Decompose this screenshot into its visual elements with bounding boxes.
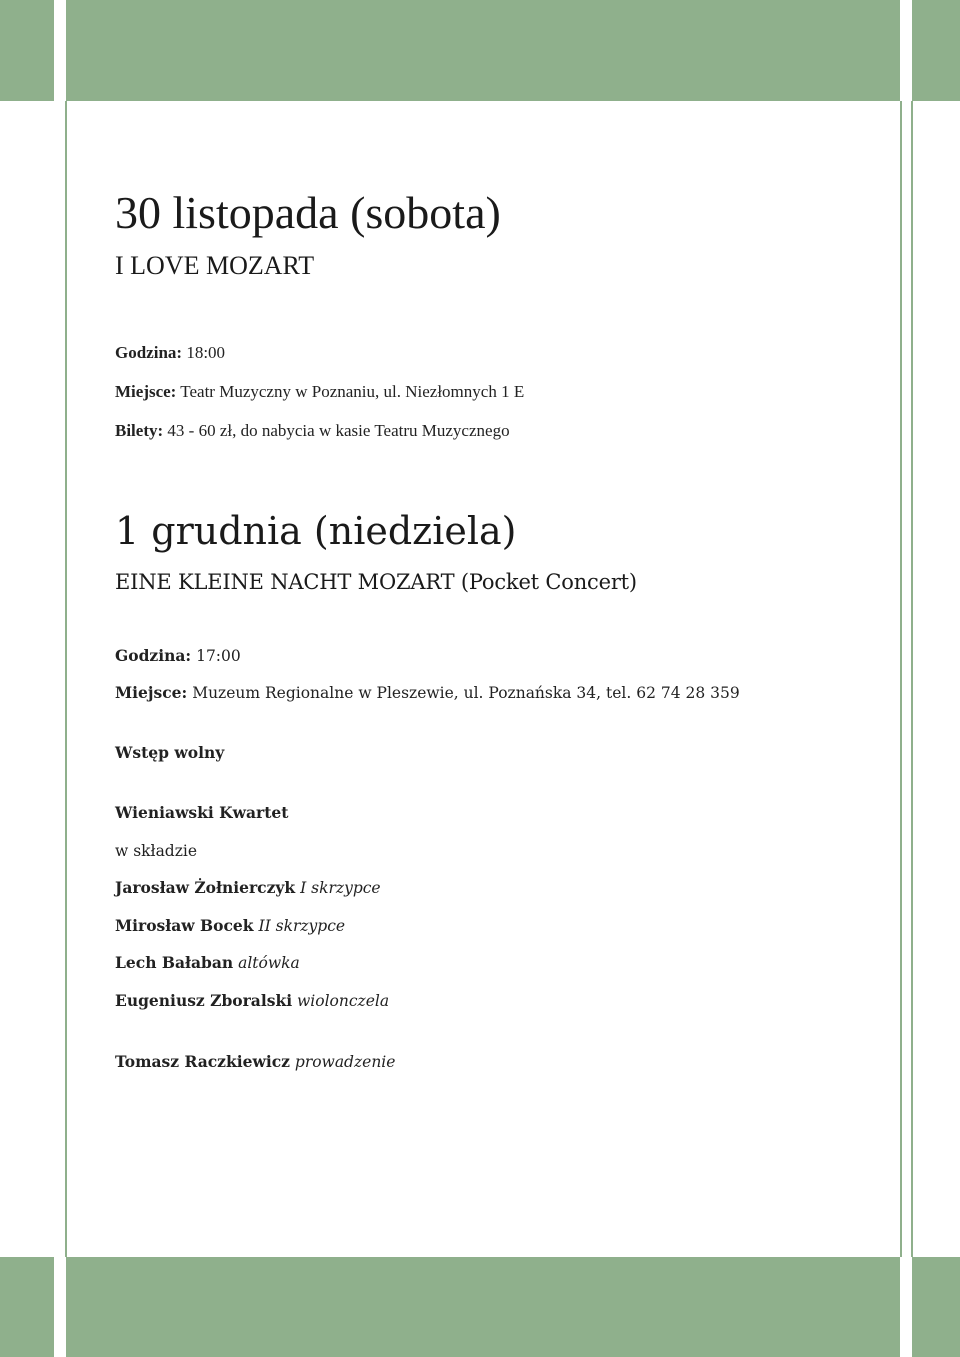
frame-bottom-center-block bbox=[66, 1257, 900, 1357]
frame-left-line bbox=[65, 101, 67, 1257]
performer-row bbox=[115, 990, 389, 1012]
event1-place-label: Miejsce: bbox=[115, 382, 177, 401]
event2-ensemble-line bbox=[115, 802, 288, 824]
frame-bottom-right-block bbox=[912, 1257, 960, 1357]
performer-name: Eugeniusz Zboralski bbox=[115, 991, 293, 1010]
performer-row bbox=[115, 877, 381, 899]
event2-ensemble: Wieniawski Kwartet bbox=[115, 803, 289, 822]
event1-tickets-value: 43 - 60 zł, do nabycia w kasie Teatru Muzycznego bbox=[167, 421, 510, 440]
performer-role: I skrzypce bbox=[300, 879, 381, 897]
performer-name: Mirosław Bocek bbox=[115, 916, 254, 935]
event2-composition-note: w składzie bbox=[115, 842, 198, 860]
frame-top-right-block bbox=[912, 0, 960, 101]
performer-role: II skrzypce bbox=[258, 917, 346, 935]
frame-top-left-block bbox=[0, 0, 54, 101]
event2-place-label: Miejsce: bbox=[115, 683, 188, 702]
event2-date-heading: 1 grudnia (niedziela) bbox=[115, 509, 517, 553]
event1-time-line bbox=[115, 342, 225, 364]
event2-place-line bbox=[115, 682, 740, 704]
event2-entry: Wstęp wolny bbox=[115, 743, 225, 762]
event1-tickets-label: Bilety: bbox=[115, 421, 164, 440]
event2-time-label: Godzina: bbox=[115, 646, 192, 665]
host-row bbox=[115, 1051, 395, 1073]
performer-name: Jarosław Żołnierczyk bbox=[115, 878, 296, 897]
host-role: prowadzenie bbox=[294, 1053, 396, 1071]
event2-time-line bbox=[115, 645, 241, 667]
event1-tickets-line bbox=[115, 420, 510, 442]
performer-row bbox=[115, 952, 300, 974]
frame-right-line bbox=[900, 101, 902, 1257]
host-name: Tomasz Raczkiewicz bbox=[115, 1052, 290, 1071]
frame-bottom-left-block bbox=[0, 1257, 54, 1357]
event1-time-value: 18:00 bbox=[186, 343, 226, 362]
event1-title: I LOVE MOZART bbox=[115, 251, 315, 280]
event2-place-value: Muzeum Regionalne w Pleszewie, ul. Poznańska 34, tel. 62 74 28 359 bbox=[192, 684, 740, 702]
event2-title: EINE KLEINE NACHT MOZART (Pocket Concert) bbox=[115, 570, 637, 594]
event1-time-label: Godzina: bbox=[115, 343, 183, 362]
event1-date-heading: 30 listopada (sobota) bbox=[115, 187, 501, 238]
frame-right-outer-line bbox=[911, 101, 913, 1257]
event2-entry-line bbox=[115, 742, 224, 764]
performer-role: altówka bbox=[238, 954, 300, 972]
performer-name: Lech Bałaban bbox=[115, 953, 234, 972]
event1-place-line bbox=[115, 381, 524, 403]
event1-place-value: Teatr Muzyczny w Poznaniu, ul. Niezłomnych 1 E bbox=[180, 382, 525, 401]
frame-top-center-block bbox=[66, 0, 900, 101]
performer-role: wiolonczela bbox=[297, 992, 390, 1010]
performer-row bbox=[115, 915, 345, 937]
event2-time-value: 17:00 bbox=[196, 647, 241, 665]
